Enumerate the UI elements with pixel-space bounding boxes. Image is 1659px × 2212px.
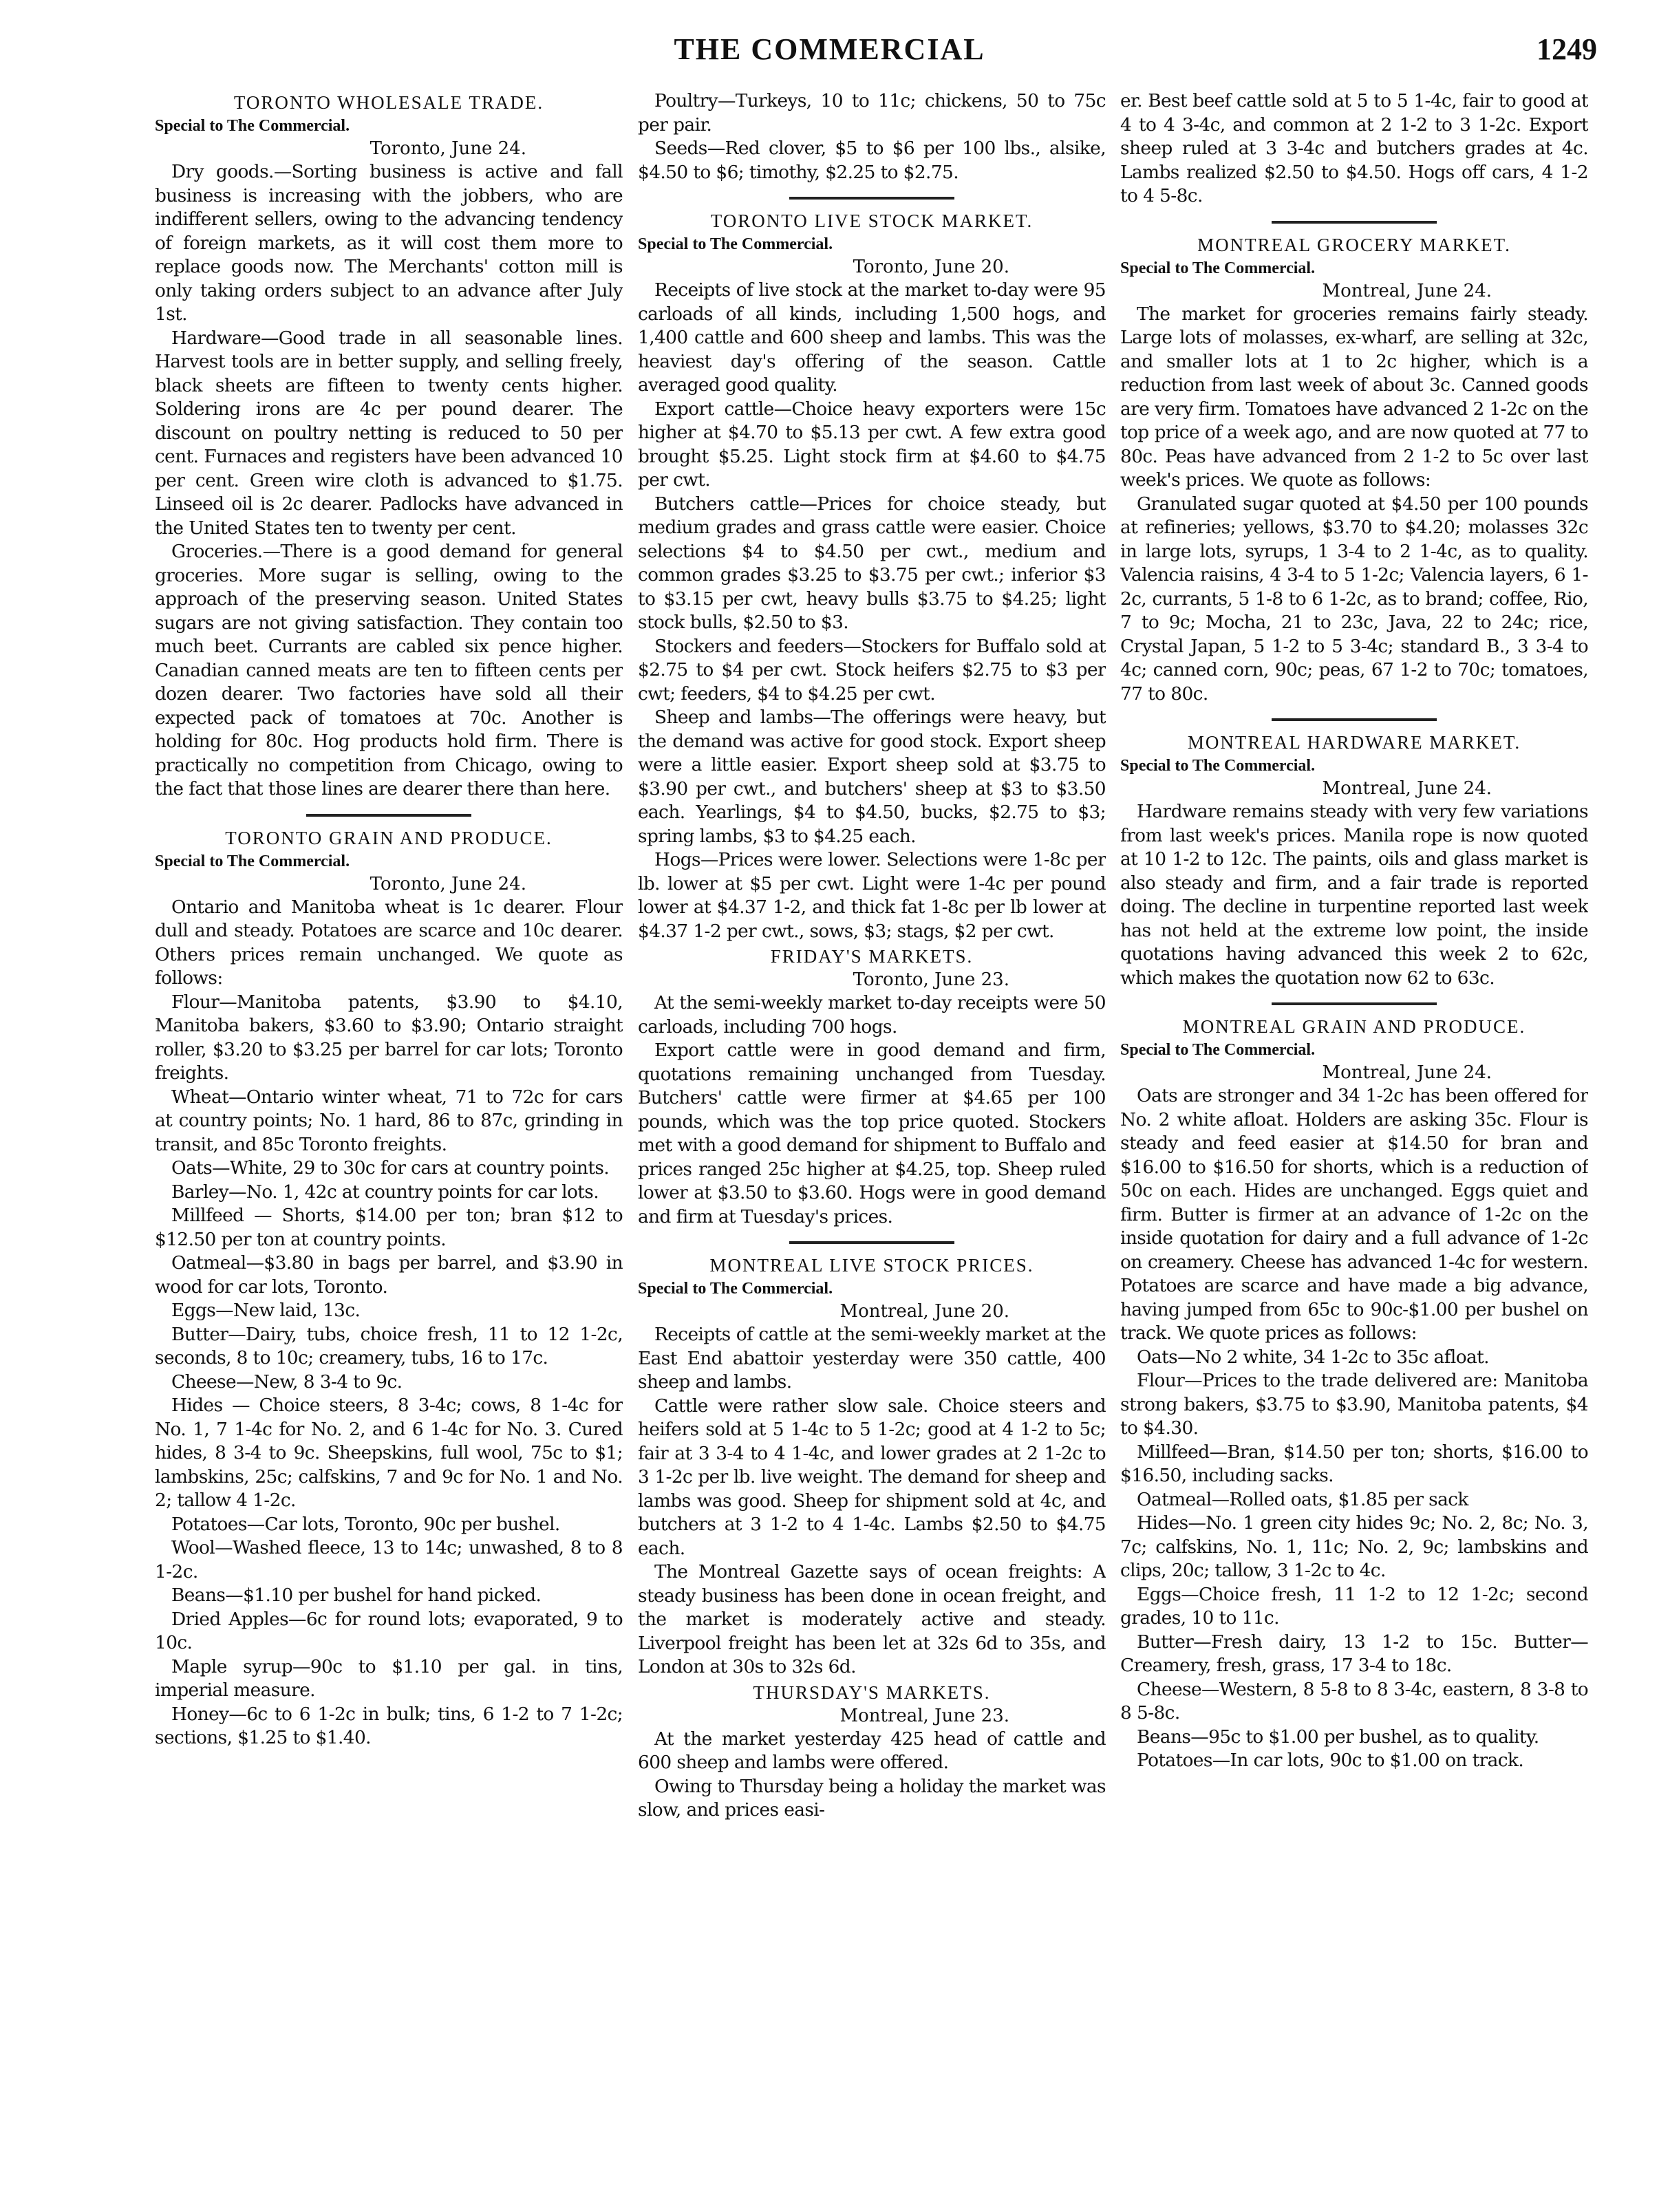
paragraph: Receipts of cattle at the semi-weekly market at the East End abattoir yesterday were 350 cattle, 400 sheep and lambs. [638,1324,1106,1393]
paragraph: Hardware remains steady with very few variations from last week's prices. Manila rope is now quoted at 10 1-2 to 12c. The paints, oils and glass market is also steady and firm, and a fair trade is reported doing. The decline in turpentine reported last week has not held at the extreme low point, the inside quotations having advanced this week 2 to 62c, which makes the quotation now 62 to 63c. [1120,801,1588,989]
masthead-title: THE COMMERCIAL [674,32,985,66]
paragraph: Butter—Fresh dairy, 13 1-2 to 15c. Butter—Creamery, fresh, grass, 17 3-4 to 18c. [1120,1631,1588,1676]
paragraph: Stockers and feeders—Stockers for Buffalo sold at $2.75 to $4 per cwt. Stock heifers $2.75 to $3 per cwt; feeders, $4 to $4.25 per cwt. [638,635,1106,705]
paragraph: Hardware—Good trade in all seasonable lines. Harvest tools are in better supply, and selling freely, black sheets are fifteen to twenty cents higher. Soldering irons are 4c per pound dearer. The discount on poultry netting is reduced to 50 per cent. Furnaces and registers have been advanced 10 per cent. Green wire cloth is advanced to $1.75. Linseed oil is 2c dearer. Padlocks have advanced in the United States ten to twenty per cent. [155,327,623,539]
special-line: Special to The Commercial. [1120,757,1316,775]
paragraph: Cattle were rather slow sale. Choice steers and heifers sold at 5 1-4c to 5 1-2c; good at 4 1-2 to 5c; fair at 3 3-4 to 4 1-4c, and lower grades at 2 1-2c to 3 1-2c per lb. live weight. The demand for sheep and lambs was good. Sheep for shipment sold at 4c, and butchers at 3 1-2 to 4 1-4c. Lambs $2.50 to $4.75 each. [638,1395,1106,1559]
article [638,1241,1106,1679]
paragraph: Ontario and Manitoba wheat is 1c dearer. Flour dull and steady. Potatoes are scarce and 10c dearer. Others prices remain unchanged. We quote as follows: [155,896,623,989]
article-headline: MONTREAL LIVE STOCK PRICES. [709,1255,1034,1276]
article [1120,1002,1588,1773]
paragraph: Flour—Prices to the trade delivered are: Manitoba strong bakers, $3.75 to $3.90, Manitoba patents, $4 to $4.30. [1120,1370,1588,1439]
paragraph: Dried Apples—6c for round lots; evaporated, 9 to 10c. [155,1608,623,1653]
section-rule [789,1241,954,1244]
dateline: Toronto, June 24. [370,138,526,159]
paragraph: The Montreal Gazette says of ocean freights: A steady business has been done in ocean freight, and the market is moderately active and steady. Liverpool freight has been let at 32s 6d to 35s, and London at 30s to 32s 6d. [638,1561,1106,1677]
article [1120,718,1588,990]
paragraph: Wheat—Ontario winter wheat, 71 to 72c for cars at country points; No. 1 hard, 86 to 87c, grinding in transit, and 85c Toronto freights. [155,1086,623,1155]
paragraph: At the semi-weekly market to-day receipts were 50 carloads, including 700 hogs. [638,992,1106,1038]
paragraph: Eggs—New laid, 13c. [171,1300,361,1321]
section-rule [1272,221,1437,224]
paragraph: Sheep and lambs—The offerings were heavy, but the demand was active for good stock. Export sheep were a little easier. Export sheep sold at $3.75 to $3.90 per cwt., and butchers' sheep at $3 to $3.50 each. Yearlings, $4 to $4.50, bucks, $2.75 to $3; spring lambs, $3 to $4.25 each. [638,707,1106,847]
article [1120,89,1588,208]
paragraph: Seeds—Red clover, $5 to $6 per 100 lbs., alsike, $4.50 to $6; timothy, $2.25 to $2.75. [638,138,1106,183]
paragraph: Honey—6c to 6 1-2c in bulk; tins, 6 1-2 to 7 1-2c; sections, $1.25 to $1.40. [155,1703,623,1748]
special-line: Special to The Commercial. [1120,259,1316,277]
paragraph: The market for groceries remains fairly steady. Large lots of molasses, ex-wharf, are selling at 32c, and smaller lots at 1 to 2c higher, which is a reduction from last week of about 3c. Canned goods are very firm. Tomatoes have advanced 2 1-2c on the top price of a week ago, and are now quoted at 77 to 80c. Peas have advanced from 2 1-2 to 5c over last week's prices. We quote as follows: [1120,303,1588,491]
dateline: Montreal, June 24. [1322,1062,1492,1083]
paragraph: Beans—$1.10 per bushel for hand picked. [171,1585,542,1606]
article-headline: MONTREAL HARDWARE MARKET. [1187,732,1521,753]
paragraph: Groceries.—There is a good demand for general groceries. More sugar is selling, owing to the approach of the preserving season. United States sugars are not giving satisfaction. They contain too much beet. Currants are cabled six pence higher. Canadian canned meats are ten to fifteen cents per dozen dearer. Two factories have sold all their expected pack of tomatoes at 70c. Another is holding for 80c. Hog products hold firm. There is practically no competition from Chicago, owing to the fact that those lines are dearer there than here. [155,541,623,799]
dateline: Montreal, June 24. [1322,778,1492,799]
special-line: Special to The Commercial. [1120,1041,1316,1059]
paragraph: Hides—No. 1 green city hides 9c; No. 2, 8c; No. 3, 7c; calfskins, No. 1, 11c; No. 2, 9c; lambskins and clips, 20c; tallow, 3 1-2c to 4c. [1120,1512,1588,1581]
section-rule [1272,1002,1437,1005]
article [155,814,623,1750]
paragraph: Oatmeal—Rolled oats, $1.85 per sack [1137,1488,1468,1510]
article [638,1682,1106,1823]
paragraph: Oats are stronger and 34 1-2c has been offered for No. 2 white afloat. Holders are asking 35c. Flour is steady and feed easier at $14.50 for bran and $16.00 to $16.50 for shorts, which is a reduction of 50c on each. Hides are unchanged. Eggs quiet and firm. Butter is firmer at an advance of 1-2c on the inside quotation for dairy and a full advance of 1-2c on creamery. Cheese has advanced 1-4c for western. Potatoes are scarce and have made a big advance, having jumped from 65c to 90c-$1.00 per bushel on track. We quote prices as follows: [1120,1085,1588,1344]
paragraph: Oatmeal—$3.80 in bags per barrel, and $3.90 in wood for car lots, Toronto. [155,1252,623,1298]
paragraph: er. Best beef cattle sold at 5 to 5 1-4c, fair to good at 4 to 4 3-4c, and common at 2 1-2 to 3 1-2c. Export sheep ruled at 3 3-4c and butchers grades at 4c. Lambs realized $2.50 to $4.50. Hogs off cars, 4 1-2 to 4 5-8c. [1120,90,1588,206]
special-line: Special to The Commercial. [155,852,350,870]
paragraph: Butchers cattle—Prices for choice steady, but medium grades and grass cattle were easier. Choice selections $4 to $4.50 per cwt., medium and common grades $3.25 to $3.75 per cwt.; inferior $3 to $3.15 per cwt, heavy bulls $3.75 to $4.25; light stock bulls, $2.50 to $3. [638,493,1106,633]
article [1120,221,1588,707]
paragraph: Beans—95c to $1.00 per bushel, as to quality. [1137,1726,1539,1748]
paragraph: Millfeed—Bran, $14.50 per ton; shorts, $16.00 to $16.50, including sacks. [1120,1441,1588,1486]
paragraph: Dry goods.—Sorting business is active and fall business is increasing with the jobbers, who are indifferent sellers, owing to the advancing tendency of foreign markets, as it will cost them more to replace goods now. The Merchants' cotton mill is only taking orders subject to an advance after July 1st. [155,161,623,325]
paragraph: Granulated sugar quoted at $4.50 per 100 pounds at refineries; yellows, $3.70 to $4.20; molasses 32c in large lots, syrups, 1 3-4 to 2 1-4c, as to quality. Valencia raisins, 4 3-4 to 5 1-2c; Valencia layers, 6 1-2c, currants, 5 1-8 to 6 1-2c, as to brand; coffee, Rio, 7 to 9c; Mocha, 21 to 23c, Java, 22 to 24c; rice, Crystal Japan, 5 1-2 to 5 3-4c; standard B., 3 3-4 to 4c; canned corn, 90c; peas, 67 1-2 to 70c; tomatoes, 77 to 80c. [1120,493,1588,705]
paragraph: Owing to Thursday being a holiday the market was slow, and prices easi- [638,1775,1106,1821]
paragraph: Potatoes—In car lots, 90c to $1.00 on track. [1137,1750,1524,1771]
page-header [0,12,1659,74]
dateline: Montreal, June 23. [839,1705,1009,1726]
dateline: Toronto, June 24. [370,873,526,894]
column-2 [638,89,1106,2195]
article-headline: MONTREAL GROCERY MARKET. [1197,234,1511,255]
special-line: Special to The Commercial. [638,1280,833,1298]
paragraph: Export cattle—Choice heavy exporters were 15c higher at $4.70 to $5.13 per cwt. A few extra good brought $5.25. Light stock firm at $4.60 to $4.75 per cwt. [638,398,1106,491]
paragraph: Millfeed — Shorts, $14.00 per ton; bran $12 to $12.50 per ton at country points. [155,1205,623,1250]
paragraph: Poultry—Turkeys, 10 to 11c; chickens, 50 to 75c per pair. [638,90,1106,136]
special-line: Special to The Commercial. [638,235,833,253]
paragraph: Maple syrup—90c to $1.10 per gal. in tins, imperial measure. [155,1655,623,1701]
section-rule [789,197,954,200]
article-subhead: FRIDAY'S MARKETS. [770,946,974,967]
dateline: Montreal, June 20. [839,1301,1009,1322]
dateline: Montreal, June 24. [1322,280,1492,301]
paragraph: Export cattle were in good demand and firm, quotations remaining unchanged from Tuesday. Butchers' cattle were firmer at $4.65 per 100 pounds, which was the top price quoted. Stockers met with a good demand for shipment to Buffalo and prices ranged 25c higher at $4.25, top. Sheep ruled lower at $3.50 to $3.60. Hogs were in good demand and firm at Tuesday's prices. [638,1040,1106,1227]
article [155,92,623,802]
article [638,946,1106,1229]
page-number: 1249 [1537,32,1597,66]
paragraph: Hides — Choice steers, 8 3-4c; cows, 8 1-4c for No. 1, 7 1-4c for No. 2, and 6 1-4c for No. 3. Cured hides, 8 3-4 to 9c. Sheepskins, full wool, 75c to $1; lambskins, 25c; calfskins, 7 and 9c for No. 1 and No. 2; tallow 4 1-2c. [155,1395,623,1511]
section-rule [1272,718,1437,721]
paragraph: Cheese—New, 8 3-4 to 9c. [171,1371,403,1393]
paragraph: Wool—Washed fleece, 13 to 14c; unwashed, 8 to 8 1-2c. [155,1537,623,1582]
article [638,89,1106,184]
paragraph: Potatoes—Car lots, Toronto, 90c per bushel. [171,1513,560,1535]
paragraph: Flour—Manitoba patents, $3.90 to $4.10, Manitoba bakers, $3.60 to $3.90; Ontario straight roller, $3.20 to $3.25 per barrel for car lots; Toronto freights. [155,991,623,1084]
dateline: Toronto, June 23. [853,969,1009,990]
article-headline: TORONTO LIVE STOCK MARKET. [710,211,1034,231]
paragraph: Eggs—Choice fresh, 11 1-2 to 12 1-2c; second grades, 10 to 11c. [1120,1583,1588,1629]
article-headline: MONTREAL GRAIN AND PRODUCE. [1182,1016,1526,1037]
special-line: Special to The Commercial. [155,117,350,135]
column-3 [1120,89,1588,2195]
article [638,197,1106,943]
paragraph: Receipts of live stock at the market to-day were 95 carloads of all kinds, including 1,500 hogs, and 1,400 cattle and 600 sheep and lambs. This was the heaviest day's offering of the season. Cattle averaged good quality. [638,279,1106,396]
column-1 [155,89,623,2195]
dateline: Toronto, June 20. [853,257,1009,277]
article-subhead: THURSDAY'S MARKETS. [753,1682,991,1703]
paragraph: Butter—Dairy, tubs, choice fresh, 11 to 12 1-2c, seconds, 8 to 10c; creamery, tubs, 16 to 17c. [155,1323,623,1368]
paragraph: Barley—No. 1, 42c at country points for car lots. [171,1181,599,1203]
paragraph: Oats—No 2 white, 34 1-2c to 35c afloat. [1137,1346,1489,1368]
section-rule [306,814,471,817]
article-headline: TORONTO WHOLESALE TRADE. [233,92,544,113]
paragraph: At the market yesterday 425 head of cattle and 600 sheep and lambs were offered. [638,1728,1106,1773]
article-headline: TORONTO GRAIN AND PRODUCE. [225,827,553,848]
paragraph: Oats—White, 29 to 30c for cars at country points. [171,1157,610,1179]
paragraph: Cheese—Western, 8 5-8 to 8 3-4c, eastern, 8 3-8 to 8 5-8c. [1120,1678,1588,1724]
paragraph: Hogs—Prices were lower. Selections were 1-8c per lb. lower at $5 per cwt. Light were 1-4c per pound lower at $4.37 1-2, and thick fat 1-8c per lb lower at $4.37 1-2 per cwt., sows, $3; stags, $2 per cwt. [638,849,1106,942]
